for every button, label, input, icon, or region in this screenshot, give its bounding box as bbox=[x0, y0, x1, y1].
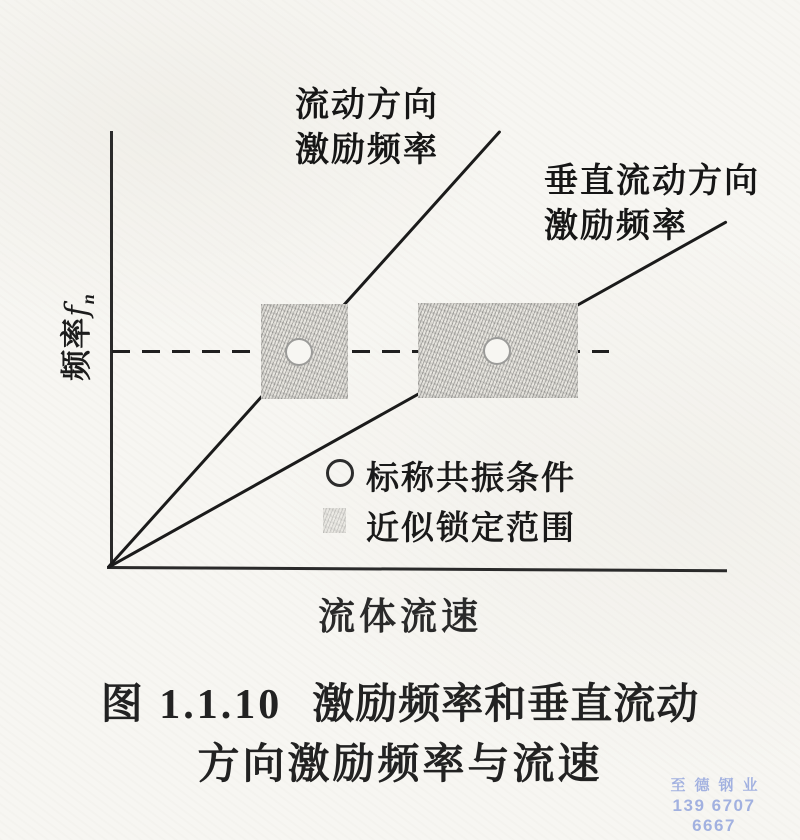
resonance-point-marker bbox=[285, 338, 313, 366]
figure-number: 图 1.1.10 bbox=[100, 682, 283, 728]
y-axis-label-text: 频率 bbox=[59, 316, 94, 381]
watermark bbox=[648, 774, 780, 836]
resonance-point-marker bbox=[483, 337, 511, 365]
flow-direction-label-line1: 流动方向 bbox=[295, 87, 439, 124]
lockin-region-right bbox=[418, 303, 578, 398]
y-axis-label bbox=[51, 267, 99, 407]
legend-item-resonance-label: 标称共振条件 bbox=[366, 461, 576, 497]
flow-direction-label bbox=[272, 84, 462, 174]
figure-title-part1: 激励频率和垂直流动 bbox=[312, 682, 700, 728]
y-axis-variable: f bbox=[59, 304, 95, 317]
perpendicular-label-line1: 垂直流动方向 bbox=[544, 163, 760, 200]
watermark-phone: 139 6707 6667 bbox=[672, 796, 756, 835]
y-axis-variable-subscript: n bbox=[78, 293, 99, 305]
watermark-company: 至德钢业 bbox=[670, 777, 767, 794]
lockin-region-left bbox=[261, 304, 348, 399]
legend-item-lockin-label: 近似锁定范围 bbox=[366, 511, 576, 547]
figure-caption-line2: 方向激励频率与流速 bbox=[197, 742, 603, 788]
flow-direction-label-line2: 激励频率 bbox=[295, 131, 439, 169]
x-axis-label: 流体流速 bbox=[318, 597, 482, 638]
perpendicular-label-line2: 激励频率 bbox=[544, 207, 688, 245]
x-axis-line bbox=[107, 566, 727, 572]
legend-open-circle-icon bbox=[326, 459, 354, 487]
legend-lockin-swatch-icon bbox=[323, 508, 346, 533]
perpendicular-direction-label bbox=[544, 160, 784, 250]
figure-caption-line1 bbox=[0, 671, 800, 731]
